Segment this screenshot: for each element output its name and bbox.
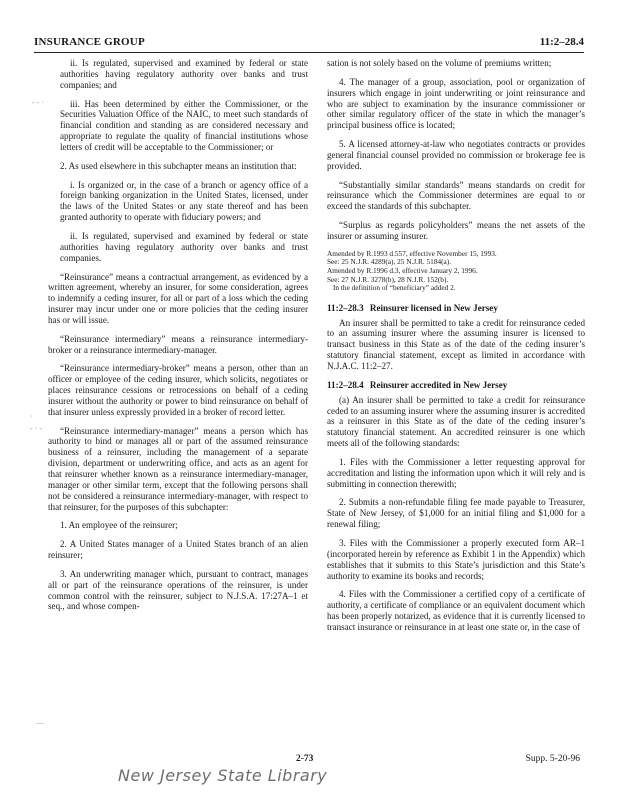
- paragraph: “Reinsurance intermediary-broker” means a person, other than an officer or employee of the ceding insurer, which solicits, negotiates or places reinsurance cessions or retrocessions on behalf of a ceding insurer without the authority or power to bind reinsurance on behalf of that insurer unless expressly provided in a broker of record letter.: [48, 363, 308, 417]
- paragraph: 1. Files with the Commissioner a letter requesting approval for accreditation and listing the information upon which it will rely and is submitting in connection therewith;: [327, 456, 585, 489]
- paragraph: 4. The manager of a group, association, pool or organization of insurers which engage in joint underwriting or joint reinsurance and who are subject to examination by the insurance commissioner or other similar regulatory officer of the state in which the manager’s principal business office is located;: [327, 76, 585, 131]
- section-number: 11:2–28.3: [327, 302, 364, 313]
- paragraph: 1. An employee of the reinsurer;: [60, 520, 178, 531]
- left-column: [48, 58, 308, 620]
- paragraph: 3. An underwriting manager which, pursuant to contract, manages all or part of the reinsurance operations of the reinsurer, is under common control with the reinsurer, subject to N.J.S.A. 17:27A–1 et seq., and whose compen-: [48, 568, 308, 612]
- paragraph: ii. Is regulated, supervised and examined by federal or state authorities having regulatory authority over banks and trust companies.: [60, 230, 308, 263]
- paragraph: (a) An insurer shall be permitted to take a credit for reinsurance ceded to an assuming insurer where the assuming insurer is accredited as a reinsurer in this State as of the date of the ceding insurer’s statutory financial statement. An accredited reinsurer is one which meets all of the following standards:: [327, 394, 585, 449]
- source-line: Amended by R.1993 d.557, effective November 15, 1993.: [327, 248, 497, 258]
- paragraph: 4. Files with the Commissioner a certified copy of a certificate of authority, a certificate of compliance or an equivalent document which has been properly notarized, as evidence that it is currently licensed to transact insurance or reinsurance in at least one state or, in the case of: [327, 589, 585, 632]
- paragraph: i. Is organized or, in the case of a branch or agency office of a foreign banking organization in the United States, licensed, under the laws of the United States or any state thereof and has been granted authority to operate with fiduciary powers; and: [60, 179, 308, 223]
- source-line: In the definition of “beneficiary” added 2.: [333, 283, 456, 293]
- margin-mark: - ‐ ·: [32, 98, 44, 107]
- section-paragraph: An insurer shall be permitted to take a credit for reinsurance ceded to an assuming insurer where the assuming insurer is licensed to transact business in this State as of the date of the ceding insurer’s statutory financial statement, except as limited in accordance with N.J.A.C. 11:2–27.: [327, 317, 585, 371]
- paragraph: “Reinsurance” means a contractual arrangement, as evidenced by a written agreement, whereby an insurer, for some consideration, agrees to indemnify a ceding insurer, for all or part of a loss which the ceding insurer may incur under one or more policies that the ceding insurer has or will issue.: [48, 271, 308, 325]
- paragraph: “Reinsurance intermediary” means a reinsurance intermediary-broker or a reinsurance intermediary-manager.: [48, 333, 308, 355]
- source-line: See: 25 N.J.R. 4289(a), 25 N.J.R. 5184(a).: [327, 257, 452, 267]
- section-body: [327, 395, 585, 633]
- running-header: [34, 34, 584, 53]
- paragraph: “Substantially similar standards” means standards on credit for reinsurance which the Commissioner determines are equal to or exceed the standards of this subchapter.: [327, 179, 585, 212]
- header-section-number: 11:2–28.4: [539, 36, 584, 48]
- header-title: INSURANCE GROUP: [34, 36, 145, 48]
- right-column: [327, 58, 585, 641]
- source-note: [327, 250, 585, 293]
- paragraph: 3. Files with the Commissioner a properly executed form AR–1 (incorporated herein by reference as Exhibit 1 in the Appendix) which establishes that it submits to this State’s jurisdiction and this State’s authority to examine its books and records;: [327, 537, 585, 581]
- paragraph: ii. Is regulated, supervised and examined by federal or state authorities having regulatory authority over banks and trust companies; and: [60, 58, 308, 90]
- supplement-date: Supp. 5-20-96: [525, 754, 580, 764]
- paragraph: “Surplus as regards policyholders” means the net assets of the insurer or assuming insurer.: [327, 220, 585, 241]
- source-line: See: 27 N.J.R. 3278(b), 28 N.J.R. 152(b).: [327, 274, 449, 284]
- section-number: 11:2–28.4: [327, 379, 364, 390]
- section-heading: [327, 380, 585, 391]
- paragraph: “Reinsurance intermediary-manager” means a person which has authority to bind or manages all or part of the assumed reinsurance business of a reinsurer, including the management of a separate division, department or underwriting office, and acts as an agent for that reinsurer whether known as a reinsurance intermediary-manager, manager or other similar term, except that the following persons shall not be considered a reinsurance intermediary-manager, with respect to that reinsurer, for the purposes of this subchapter:: [48, 425, 308, 512]
- margin-mark: ·: [30, 412, 33, 421]
- right-column-intro: [327, 58, 585, 242]
- section-title: Reinsurer accredited in New Jersey: [369, 379, 508, 390]
- library-watermark: New Jersey State Library: [118, 766, 328, 785]
- source-line: Amended by R.1996 d.3, effective January 2, 1996.: [327, 266, 478, 275]
- margin-mark: —: [36, 718, 44, 727]
- paragraph: 2. A United States manager of a United States branch of an alien reinsurer;: [48, 539, 308, 561]
- paragraph: 5. A licensed attorney-at-law who negotiates contracts or provides general financial counsel provided no commission or brokerage fee is provided.: [327, 139, 585, 171]
- margin-mark: ‐ · ‐: [30, 424, 42, 433]
- paragraph: 2. As used elsewhere in this subchapter means an institution that:: [60, 160, 297, 171]
- section-title: Reinsurer licensed in New Jersey: [369, 302, 498, 313]
- paragraph: iii. Has been determined by either the Commissioner, or the Securities Valuation Office of the NAIC, to meet such standards of financial condition and standing as are considered necessary and appropriate to regulate the quality of financial institutions whose letters of credit will be acceptable to the Commissioner; or: [60, 98, 308, 152]
- page-number: 2-73: [296, 754, 314, 764]
- paragraph: 2. Submits a non-refundable filing fee made payable to Treasurer, State of New Jersey, of $1,000 for an initial filing and $1,000 for a renewal filing;: [327, 497, 585, 530]
- paragraph: sation is not solely based on the volume of premiums written;: [327, 58, 552, 68]
- section-heading: [327, 303, 585, 314]
